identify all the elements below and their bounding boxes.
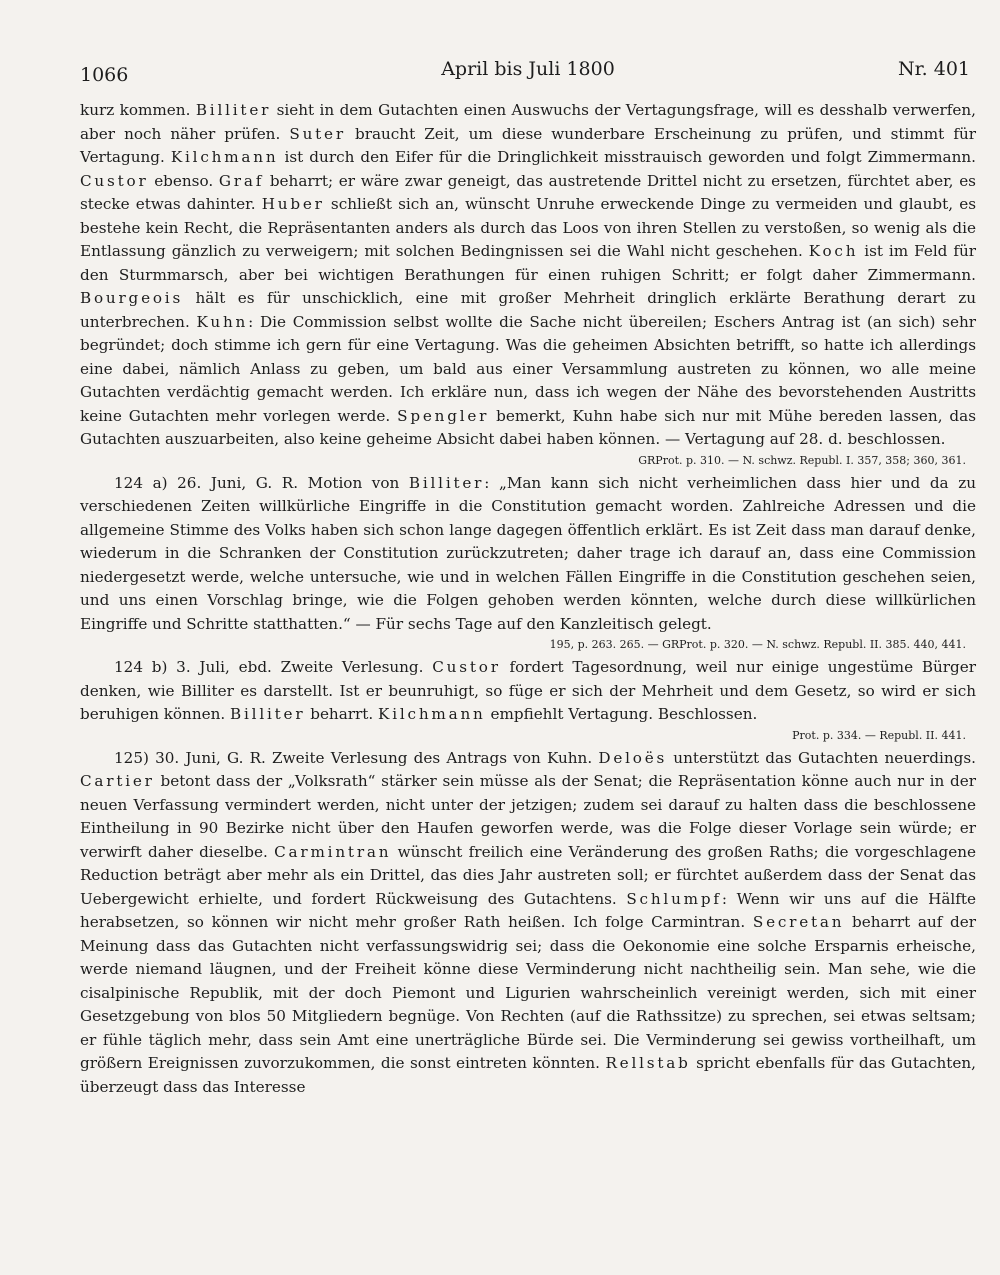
paragraph-text: betont dass der „Volksrath“ stärker sein müsse als der Senat; die Repräsentation könne auch nur in der neuen Verfassung vermindert werden, nicht unter der jetzigen; zudem sei darauf zu halten dass die beschlossene Eintheilung in 90 Bezirke nicht über den Haufen geworfen werde, was die Folge dieser Vorlage sein würde; er verwirft daher dieselbe.: [80, 772, 976, 861]
speaker-name: Billiter: [230, 705, 306, 723]
paragraph-text: hält es für unschicklich, eine mit großer Mehrheit dringlich erklärte Berathung derart zu unterbrechen.: [80, 289, 976, 331]
paragraph: [80, 747, 976, 1100]
paragraph: [80, 656, 976, 727]
paragraph-text: 125) 30. Juni, G. R. Zweite Verlesung des Antrags von Kuhn.: [114, 748, 599, 767]
paragraph-text: spricht ebenfalls für das Gutachten, überzeugt dass das Interesse: [80, 1054, 976, 1096]
paragraph-text: empfiehlt Vertagung. Beschlossen.: [485, 705, 758, 723]
speaker-name: Custor: [80, 171, 149, 190]
speaker-name: Secretan: [752, 913, 845, 931]
paragraph-text: beharrt; er wäre zwar geneigt, das austretende Drittel nicht zu ersetzen, fürchtet aber, es stecke etwas dahinter.: [80, 171, 976, 213]
speaker-name: Spengler: [397, 406, 490, 425]
paragraph-text: fordert Tagesordnung, weil nur einige ungestüme Bürger denken, wie Billiter es darstellt. Ist er beunruhigt, so füge er sich der Mehrheit und dem Gesetz, so wird er sich beruhigen können.: [80, 658, 977, 723]
paragraph-text: braucht Zeit, um diese wunderbare Erscheinung zu prüfen, und stimmt für Vertagung.: [80, 124, 976, 166]
speaker-name: Schlumpf: [626, 889, 722, 908]
speaker-name: Rellstab: [605, 1054, 691, 1072]
paragraph-text: beharrt auf der Meinung dass das Gutachten nicht verfassungswidrig sei; dass die Oekonomie eine solche Ersparnis erheische, werde niemand läugnen, und der Freiheit könne diese Verminderung nicht nachtheilig sein. Man sehe, wie die cisalpinische Republik, mit der doch Piemont und Ligurien wahrscheinlich vereinigt werden, sich mit einer Gesetzgebung von blos 50 Mitgliedern begnüge. Von Rechten (auf die Rathssitze) zu sprechen, sei etwas seltsam; er fühle täglich mehr, dass sein Amt eine unerträgliche Bürde sei. Die Verminderung sei gewiss vortheilhaft, um größern Ereignissen zuvorzukommen, die sonst eintreten könnten.: [80, 913, 976, 1072]
speaker-name: Graf: [218, 171, 265, 190]
running-header: [80, 58, 976, 92]
paragraph-text: ebenso.: [148, 171, 219, 190]
page-number: 1066: [80, 64, 129, 86]
source-citation: 195, p. 263. 265. — GRProt. p. 320. — N. schwz. Republ. II. 385. 440, 441.: [549, 638, 966, 651]
paragraph-text: kurz kommen.: [80, 101, 196, 119]
paragraph-text: : Wenn wir uns auf die Hälfte herabsetzen, so können wir nicht mehr großer Rath heißen. Ich folge Carmintran.: [80, 889, 976, 931]
speaker-name: Cartier: [80, 772, 155, 790]
paragraph-text: sieht in dem Gutachten einen Auswuchs der Vertagungsfrage, will es desshalb verwerfen, aber noch näher prüfen.: [80, 101, 976, 143]
paragraph: [80, 99, 976, 452]
speaker-name: Koch: [808, 242, 859, 260]
speaker-name: Custor: [432, 658, 501, 676]
paragraph-text: 124 b) 3. Juli, ebd. Zweite Verlesung.: [114, 658, 433, 676]
document-number: Nr. 401: [898, 58, 970, 80]
speaker-name: Suter: [289, 124, 346, 143]
paragraph-text: unterstützt das Gutachten neuerdings.: [667, 748, 976, 767]
speaker-name: Carmintran: [274, 842, 392, 861]
source-citation: GRProt. p. 310. — N. schwz. Republ. I. 357, 358; 360, 361.: [638, 453, 966, 467]
paragraph: [80, 472, 976, 637]
source-citation: Prot. p. 334. — Republ. II. 441.: [792, 728, 966, 742]
speaker-name: Kilchmann: [378, 705, 486, 723]
speaker-name: Kilchmann: [170, 148, 279, 166]
paragraph-text: : „Man kann sich nicht verheimlichen dass hier und da zu verschiedenen Zeiten willkürliche Eingriffe in die Constitution gemacht worden. Zahlreiche Adressen und die allgemeine Stimme des Volks haben sich schon lange dagegen öffentlich erklärt. Es ist Zeit dass man darauf denke, wiederum in die Schranken der Constitution zurückzutreten; daher trage ich darauf an, dass eine Commission niedergesetzt werde, welche untersuche, wie und in welchen Fällen Eingriffe in die Constitution geschehen seien, und uns einen Vorschlag bringe, wie die Folgen gehoben werden könnten, welche durch diese willkürlichen Eingriffe und Schritte statthatten.“ — Für sechs Tage auf den Kanzleitisch gelegt.: [80, 473, 976, 633]
speaker-name: Kuhn: [196, 312, 249, 331]
paragraph-text: ist durch den Eifer für die Dringlichkeit misstrauisch geworden und folgt Zimmermann.: [278, 148, 976, 166]
paragraph-text: ist im Feld für den Sturmmarsch, aber bei wichtigen Berathungen für einen ruhigen Schritt; er folgt daher Zimmermann.: [80, 242, 976, 284]
paragraph-text: 124 a) 26. Juni, G. R. Motion von: [114, 473, 409, 492]
document-page: [80, 58, 976, 1099]
body-text: [80, 99, 976, 1099]
speaker-name: Deloës: [598, 748, 668, 767]
paragraph-text: schließt sich an, wünscht Unruhe erweckende Dinge zu vermeiden und glaubt, es bestehe kein Recht, die Repräsentanten anders als durch das Loos von ihren Stellen zu verstoßen, so wenig als die Entlassung gänzlich zu verweigern; mit solchen Bedingnissen sei die Wahl nicht geschehen.: [80, 195, 977, 260]
paragraph-text: bemerkt, Kuhn habe sich nur mit Mühe bereden lassen, das Gutachten auszuarbeiten, also keine geheime Absicht dabei haben können. — Vertagung auf 28. d. beschlossen.: [80, 406, 976, 448]
running-title: April bis Juli 1800: [441, 58, 615, 80]
paragraph-text: : Die Commission selbst wollte die Sache nicht übereilen; Eschers Antrag ist (an sich) sehr begründet; doch stimme ich gern für eine Vertagung. Was die geheimen Absichten betrifft, so hatte ich allerdings eine dabei, nämlich Anlass zu geben, um bald aus einer Versammlung austreten zu können, wo alle meine Gutachten verdächtig gemacht werden. Ich erkläre nun, dass ich wegen der Nähe des bevorstehenden Austritts keine Gutachten mehr vorlegen werde.: [80, 312, 976, 425]
speaker-name: Bourgeois: [80, 289, 184, 307]
speaker-name: Billiter: [195, 101, 272, 119]
speaker-name: Huber: [261, 195, 325, 213]
speaker-name: Billiter: [408, 473, 485, 492]
paragraph-text: wünscht freilich eine Veränderung des großen Raths; die vorgeschlagene Reduction beträgt aber mehr als ein Drittel, das dies Jahr austreten soll; er fürchtet außerdem dass der Senat das Uebergewicht erhielte, und fordert Rückweisung des Gutachtens.: [80, 842, 976, 908]
paragraph-text: beharrt.: [305, 705, 379, 723]
